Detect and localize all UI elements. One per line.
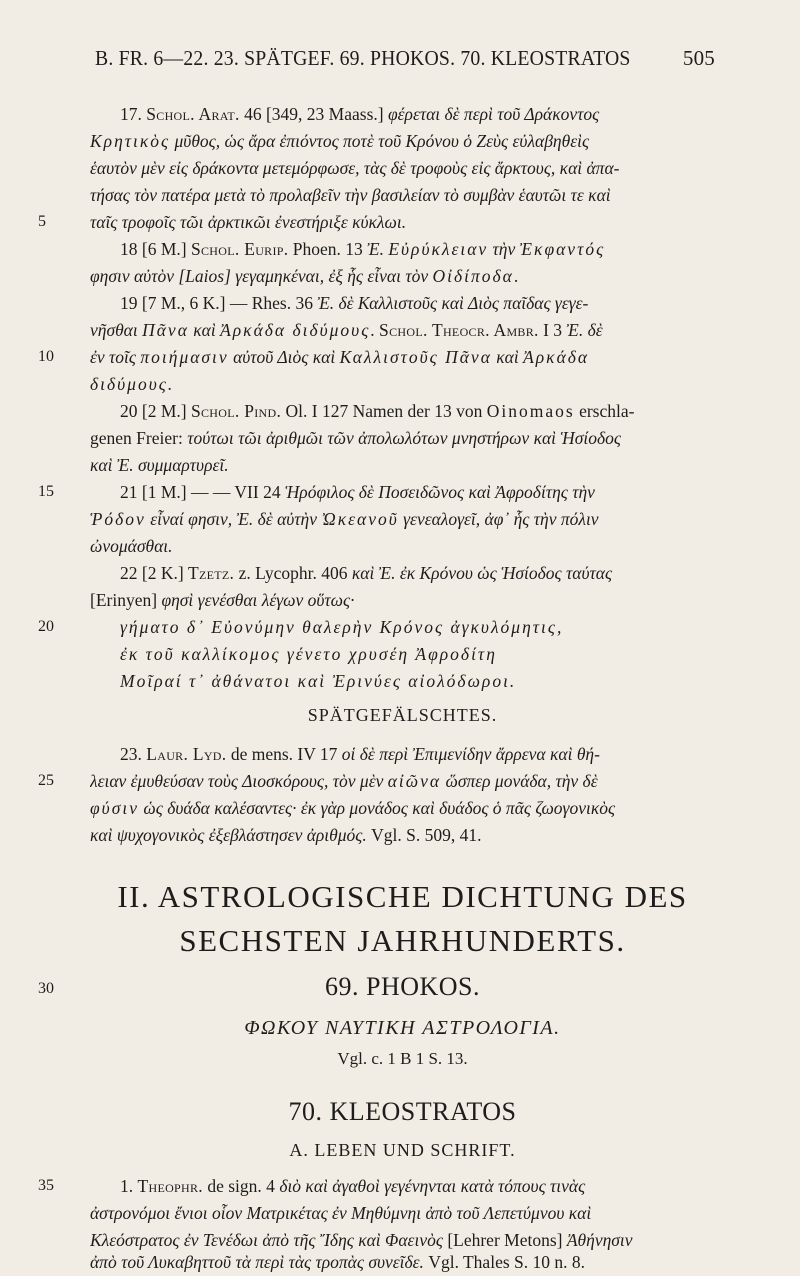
entry-19-line-3: ἐν τοῖς ποιήμασιν αὐτοῦ Διὸς καὶ Καλλιστοῦς Πᾶνα καὶ Ἀρκάδα (90, 347, 590, 367)
entry-17-line-1: 17. Schol. Arat. 46 [349, 23 Maass.] φέρεται δὲ περὶ τοῦ Δράκοντος (120, 104, 600, 124)
entry-19-line-4: διδύμους. (90, 374, 175, 394)
kleostratos-line-2: ἀστρονόμοι ἔνιοι οἷον Ματρικέτας ἐν Μηθύμνηι ἀπὸ τοῦ Λεπετύμνου καὶ (90, 1203, 592, 1223)
entry-23-line-3: φύσιν ὡς δυάδα καλέσαντες· ἐκ γὰρ μονάδος καὶ δυάδος ὁ πᾶς ζωογονικὸς (90, 798, 616, 818)
source-schol-arat: Schol. Arat. (146, 104, 240, 124)
section-heading-line-1: II. ASTROLOGISCHE DICHTUNG DES (117, 879, 688, 914)
entry-23-line-4: καὶ ψυχογονικὸς ἐξεβλάστησεν ἀριθμός. Vgl. S. 509, 41. (90, 825, 482, 845)
section-heading-line-2: SECHSTEN JAHRHUNDERTS. (179, 923, 626, 958)
entry-20-line-2: genen Freier: τούτωι τῶι ἀριθμῶι τῶν ἀπολωλότων μνηστήρων καὶ Ἡσίοδος (90, 428, 621, 448)
running-head-title: B. FR. 6—22. 23. SPÄTGEF. 69. PHOKOS. 70. KLEOSTRATOS (95, 46, 631, 70)
kleostratos-line-3: Κλεόστρατος ἐν Τενέδωι ἀπὸ τῆς Ἴδης καὶ Φαεινὸς [Lehrer Metons] Ἀθήνησιν (90, 1230, 633, 1250)
chapter-title-phokos: 69. PHOKOS. (324, 972, 481, 1001)
entry-20-line-1: 20 [2 M.] Schol. Pind. Ol. I 127 Namen der 13 von Oinomaos erschla- (120, 401, 635, 421)
line-number: 20 (38, 618, 54, 635)
section-title-spaetgefaelschtes: SPÄTGEFÄLSCHTES. (307, 705, 498, 725)
entry-19-line-1: 19 [7 M., 6 K.] — Rhes. 36 Ἐ. δὲ Καλλιστοῦς καὶ Διὸς παῖδας γεγε- (120, 293, 589, 313)
entry-19-line-2: νῆσθαι Πᾶνα καὶ Ἀρκάδα διδύμους. Schol. Theocr. Ambr. I 3 Ἐ. δὲ (90, 320, 603, 340)
line-number: 25 (38, 772, 54, 789)
phokos-reference: Vgl. c. 1 B 1 S. 13. (337, 1049, 468, 1068)
running-header (95, 46, 715, 86)
entry-21-line-1: 21 [1 M.] — — VII 24 Ἡρόφιλος δὲ Ποσειδῶνος καὶ Ἀφροδίτης τὴν (120, 482, 595, 502)
entry-23-line-1: 23. Laur. Lyd. de mens. IV 17 οἱ δὲ περὶ Ἐπιμενίδην ἄρρενα καὶ θή- (120, 744, 600, 764)
entry-22-line-1: 22 [2 K.] Tzetz. z. Lycophr. 406 καὶ Ἐ. ἐκ Κρόνου ὡς Ἡσίοδος ταύτας (120, 563, 613, 583)
phokos-greek-title: ΦΩΚΟΥ ΝΑΥΤΙΚΗ ΑΣΤΡΟΛΟΓΙΑ. (244, 1017, 561, 1039)
line-number: 30 (38, 980, 54, 997)
entry-23-line-2: λειαν ἐμυθεύσαν τοὺς Διοσκόρους, τὸν μὲν αἰῶνα ὥσπερ μονάδα, τὴν δὲ (90, 771, 598, 791)
entry-18-line-2: φησιν αὐτὸν [Laios] γεγαμηκέναι, ἐξ ἧς εἶναι τὸν Οἰδίποδα. (90, 266, 519, 286)
entry-22-line-2: [Erinyen] φησὶ γενέσθαι λέγων οὕτως· (90, 590, 355, 610)
entry-18-line-1: 18 [6 M.] Schol. Eurip. Phoen. 13 Ἐ. Εὐρύκλειαν τὴν Ἐκφαντός (120, 239, 606, 259)
chapter-title-kleostratos: 70. KLEOSTRATOS (288, 1097, 517, 1126)
verse-line-2: ἐκ τοῦ καλλίκομος γένετο χρυσέη Ἀφροδίτη (120, 644, 497, 664)
entry-21-line-2: Ῥόδον εἶναί φησιν, Ἐ. δὲ αὐτὴν Ὠκεανοῦ γενεαλογεῖ, ἀφ᾽ ἧς τὴν πόλιν (90, 509, 599, 529)
entry-17-line-4: τήσας τὸν πατέρα μετὰ τὸ προλαβεῖν τὴν βασιλείαν τὸ συμβὰν ἑαυτῶι τε καὶ (90, 185, 611, 205)
line-number: 15 (38, 483, 54, 500)
kleostratos-line-1: 1. Theophr. de sign. 4 διὸ καὶ ἀγαθοὶ γεγένηνται κατὰ τόπους τινὰς (120, 1176, 586, 1196)
entry-17-line-5: ταῖς τροφοῖς τῶι ἀρκτικῶι ἐνεστήριξε κύκλωι. (90, 212, 407, 232)
entry-17-line-3: ἑαυτὸν μὲν εἰς δράκοντα μετεμόρφωσε, τὰς δὲ τροφοὺς εἰς ἄρκτους, καὶ ἀπα- (90, 158, 620, 178)
kleostratos-subtitle: A. LEBEN UND SCHRIFT. (289, 1140, 516, 1160)
line-number: 35 (38, 1177, 54, 1194)
verse-line-3: Μοῖραί τ᾽ ἀθάνατοι καὶ Ἐρινύες αἰολόδωροι. (120, 671, 517, 691)
line-number: 10 (38, 348, 54, 365)
page-number: 505 (682, 46, 715, 70)
verse-line-1: γήματο δ᾽ Εὐονύμην θαλερὴν Κρόνος ἀγκυλόμητις, (120, 617, 564, 637)
line-number: 5 (38, 213, 46, 230)
kleostratos-line-4: ἀπὸ τοῦ Λυκαβηττοῦ τὰ περὶ τὰς τροπὰς συνεῖδε. Vgl. Thales S. 10 n. 8. (90, 1252, 586, 1272)
entry-17-line-2: Κρητικὸς μῦθος, ὡς ἄρα ἐπιόντος ποτὲ τοῦ Κρόνου ὁ Ζεὺς εὐλαβηθεὶς (90, 131, 590, 151)
entry-21-line-3: ὠνομάσθαι. (90, 536, 173, 556)
entry-20-line-3: καὶ Ἐ. συμμαρτυρεῖ. (90, 455, 229, 475)
section-heading-ii (90, 875, 715, 963)
